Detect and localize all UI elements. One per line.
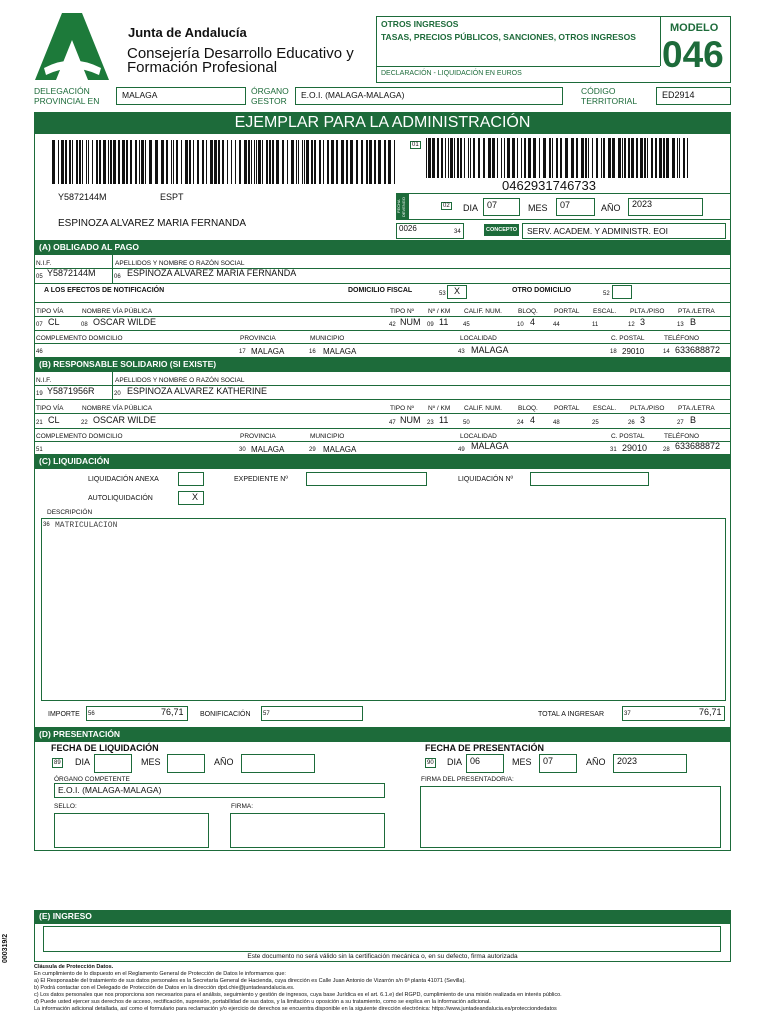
section-b-title: (B) RESPONSABLE SOLIDARIO (SI EXISTE) (34, 358, 731, 371)
field-number: 44 (553, 322, 560, 328)
sello-label: SELLO: (54, 803, 77, 810)
importe-value: 76,71 (161, 707, 184, 717)
field-number: 21 (36, 420, 43, 426)
organo-gestor-value: E.O.I. (MALAGA-MALAGA) (301, 90, 405, 100)
field-number: 56 (88, 711, 95, 717)
pres-dia-label: DIA (447, 757, 463, 767)
organo-competente-label: ÓRGANO COMPETENTE (54, 776, 130, 783)
plta-label: PLTA./PISO (630, 308, 665, 315)
field-number: 49 (458, 447, 465, 453)
obligado-bloq: 4 (530, 317, 536, 327)
obligado-num-km: 11 (439, 317, 449, 327)
field-number: 13 (677, 322, 684, 328)
liq-mes-label: MES (141, 757, 161, 767)
expediente-field[interactable] (306, 472, 427, 486)
tax-title-1: OTROS INGRESOS (381, 19, 459, 29)
code-0026: 0026 (399, 224, 417, 233)
section-c-title: (C) LIQUIDACIÓN (34, 455, 731, 468)
field-number: 10 (517, 322, 524, 328)
responsable-tipo-via: CL (48, 415, 60, 425)
fecha-presentacion-label: FECHA DE PRESENTACIÓN (425, 743, 545, 753)
pta-label: PTA./LETRA (678, 405, 715, 412)
field-number: 27 (677, 420, 684, 426)
municipio-label: MUNICIPIO (310, 433, 345, 440)
fecha-devengo-label: FECHA DEVENGO (396, 193, 409, 220)
obligado-tipo-via: CL (48, 317, 60, 327)
field-number: 30 (239, 447, 246, 453)
liq-mes-field[interactable] (167, 754, 205, 773)
clausula-line: En cumplimiento de lo dispuesto en el Reglamento General de Protección de Datos le informamos que: (34, 971, 286, 977)
field-number: 07 (36, 322, 43, 328)
total-ingresar-value: 76,71 (699, 707, 722, 717)
cpostal-label: C. POSTAL (611, 335, 645, 342)
devengo-mes: 07 (560, 200, 571, 210)
nombre-via-label: NOMBRE VÍA PÚBLICA (82, 405, 153, 412)
portal-label: PORTAL (554, 405, 580, 412)
field-number: 22 (81, 420, 88, 426)
liq-dia-field[interactable] (94, 754, 132, 773)
field-number: 53 (439, 291, 446, 297)
field-number: 46 (36, 349, 43, 355)
bonificacion-field[interactable] (261, 706, 363, 721)
pta-label: PTA./LETRA (678, 308, 715, 315)
notificacion-label: A LOS EFECTOS DE NOTIFICACIÓN (44, 287, 165, 294)
field-number: 90 (427, 760, 434, 766)
clausula-line: a) El Responsable del tratamiento de sus datos personales es la Secretaría General de Hacienda, cuya dirección es Calle Juan Antonio de Vizarrón s/n 6ª planta 41071 (Sevilla). (34, 978, 466, 984)
tipo-via-label: TIPO VÍA (36, 308, 64, 315)
pres-anio-label: AÑO (586, 757, 606, 767)
descripcion-label: DESCRIPCIÓN (47, 509, 93, 516)
firma-field[interactable] (230, 813, 385, 848)
obligado-plta: 3 (640, 317, 646, 327)
sello-field[interactable] (54, 813, 209, 848)
modelo-label: MODELO (670, 22, 719, 34)
responsable-provincia: MALAGA (251, 445, 285, 454)
tax-subtitle: DECLARACIÓN - LIQUIDACIÓN EN EUROS (381, 70, 522, 77)
pres-mes: 07 (543, 756, 554, 766)
field-number: 31 (610, 447, 617, 453)
field-number: 11 (592, 322, 599, 328)
field-number: 12 (628, 322, 635, 328)
otro-domicilio-label: OTRO DOMICILIO (512, 287, 572, 294)
field-number: 08 (81, 322, 88, 328)
field-number: 50 (463, 420, 470, 426)
field-number: 24 (517, 420, 524, 426)
field-number: 26 (628, 420, 635, 426)
barcode-name: ESPINOZA ALVAREZ MARIA FERNANDA (58, 218, 247, 229)
section-a-title: (A) OBLIGADO AL PAGO (34, 241, 731, 254)
descripcion-field[interactable] (41, 518, 726, 701)
clausula-line: b) Podrá contactar con el Delegado de Protección de Datos en la dirección dpd.chie@juntadeandalucia.es. (34, 985, 295, 991)
escal-label: ESCAL. (593, 405, 617, 412)
localidad-label: LOCALIDAD (460, 433, 497, 440)
provincia-label: PROVINCIA (240, 335, 276, 342)
delegacion-label: DELEGACIÓN PROVINCIAL EN (34, 86, 100, 106)
nif-label: N.I.F. (36, 260, 52, 267)
obligado-tipo-num: NUM (400, 317, 421, 327)
liquidacion-num-field[interactable] (530, 472, 649, 486)
responsable-plta: 3 (640, 415, 646, 425)
barcode-number: 0462931746733 (502, 178, 596, 193)
provincia-label: PROVINCIA (240, 433, 276, 440)
clausula-line: La información adicional detallada, así como el formulario para reclamación y/o ejercicio de derechos se encuentra disponible en la siguiente dirección electrónica: https://www.juntadeandalucia.es/protecciondedatos (34, 1006, 557, 1012)
field-number: 17 (239, 349, 246, 355)
telefono-label: TELÉFONO (664, 433, 700, 440)
fecha-liquidacion-label: FECHA DE LIQUIDACIÓN (51, 743, 159, 753)
pres-anio: 2023 (617, 756, 638, 766)
autoliquidacion-checkbox[interactable] (178, 491, 204, 505)
liquidacion-anexa-field[interactable] (178, 472, 204, 486)
bloq-label: BLOQ. (518, 308, 538, 315)
obligado-localidad: MALAGA (471, 345, 509, 355)
field-number: 06 (114, 274, 121, 280)
devengo-dia: 07 (487, 200, 498, 210)
field-number: 48 (553, 420, 560, 426)
apellidos-label: APELLIDOS Y NOMBRE O RAZÓN SOCIAL (115, 377, 245, 384)
field-number: 52 (603, 291, 610, 297)
escal-label: ESCAL. (593, 308, 617, 315)
field-number: 19 (36, 391, 43, 397)
concepto-value: SERV. ACADEM. Y ADMINISTR. EOI (527, 226, 668, 236)
liq-anio-field[interactable] (241, 754, 315, 773)
barcode-left (52, 140, 398, 184)
calif-label: CALIF. NUM. (464, 308, 502, 315)
field-number: 43 (458, 349, 465, 355)
junta-logo-icon (35, 13, 109, 80)
clausula-title: Cláusula de Protección Datos. (34, 964, 114, 970)
devengo-anio-label: AÑO (601, 203, 621, 213)
plta-label: PLTA./PISO (630, 405, 665, 412)
descripcion-value: MATRICULACION (55, 521, 118, 530)
delegacion-value: MALAGA (122, 90, 158, 100)
obligado-name: ESPINOZA ALVAREZ MARIA FERNANDA (127, 268, 297, 278)
devengo-mes-label: MES (528, 203, 548, 213)
responsable-telefono: 633688872 (675, 441, 721, 451)
barcode-right (426, 138, 691, 178)
firma-label: FIRMA: (231, 803, 254, 810)
num-km-label: Nº / KM (428, 405, 451, 412)
field-number: 42 (389, 322, 396, 328)
field-number: 02 (443, 203, 450, 209)
liquidacion-num-label: LIQUIDACIÓN Nº (458, 476, 514, 483)
field-number: 29 (309, 447, 316, 453)
org-name: Junta de Andalucía (128, 25, 247, 40)
pres-dia: 06 (470, 756, 481, 766)
side-code: 000319/2 (2, 933, 9, 963)
telefono-label: TELÉFONO (664, 335, 700, 342)
codigo-territorial-label: CÓDIGO TERRITORIAL (581, 86, 638, 106)
nif-label: N.I.F. (36, 377, 52, 384)
calif-label: CALIF. NUM. (464, 405, 502, 412)
barcode-espt: ESPT (160, 192, 184, 202)
field-number: 51 (36, 447, 43, 453)
expediente-label: EXPEDIENTE Nº (234, 476, 288, 483)
obligado-telefono: 633688872 (675, 345, 721, 355)
num-km-label: Nº / KM (428, 308, 451, 315)
field-number: 37 (624, 711, 631, 717)
tipo-via-label: TIPO VÍA (36, 405, 64, 412)
field-number: 28 (663, 447, 670, 453)
apellidos-label: APELLIDOS Y NOMBRE O RAZÓN SOCIAL (115, 260, 245, 267)
clausula-line: d) Puede usted ejercer sus derechos de acceso, rectificación, supresión, portabilidad de sus datos, y la limitación u oposición a su tratamiento, como se explica en la información adicional. (34, 999, 491, 1005)
field-number: 25 (592, 420, 599, 426)
responsable-cpostal: 29010 (622, 443, 648, 453)
municipio-label: MUNICIPIO (310, 335, 345, 342)
field-number: 47 (389, 420, 396, 426)
liq-anio-label: AÑO (214, 757, 234, 767)
obligado-pta: B (690, 317, 697, 327)
autoliquidacion-mark: X (192, 492, 199, 502)
domicilio-fiscal-label: DOMICILIO FISCAL (348, 287, 413, 294)
responsable-pta: B (690, 415, 697, 425)
tipo-num-label: TIPO Nº (390, 308, 415, 315)
field-number: 36 (43, 522, 50, 528)
devengo-dia-label: DIA (463, 203, 479, 213)
responsable-municipio: MALAGA (323, 445, 357, 454)
ingreso-field[interactable] (43, 926, 721, 952)
importe-label: IMPORTE (48, 711, 80, 718)
responsable-localidad: MALAGA (471, 441, 509, 451)
field-number: 34 (454, 229, 461, 235)
organo-competente-value: E.O.I. (MALAGA-MALAGA) (58, 785, 162, 795)
tax-title-2: TASAS, PRECIOS PÚBLICOS, SANCIONES, OTROS INGRESOS (381, 32, 636, 42)
clausula-line: c) Los datos personales que nos proporciona son necesarios para el análisis, seguimiento y gestión de ingresos, cuya base Jurídica es el art. 6.1.e) del RGPD, cumplimiento de una misión realizada en interés público. (34, 992, 562, 998)
codigo-territorial-value: ED2914 (662, 90, 695, 100)
field-number: 23 (427, 420, 434, 426)
field-number: 16 (309, 349, 316, 355)
organo-gestor-label: ÓRGANO GESTOR (251, 86, 289, 106)
obligado-municipio: MALAGA (323, 347, 357, 356)
field-number: 01 (412, 142, 419, 148)
responsable-nombre-via: OSCAR WILDE (93, 415, 157, 425)
field-number: 18 (610, 349, 617, 355)
responsable-tipo-num: NUM (400, 415, 421, 425)
domicilio-fiscal-mark: X (454, 286, 461, 296)
section-e-title: (E) INGRESO (34, 910, 731, 923)
pres-mes-label: MES (512, 757, 532, 767)
complemento-label: COMPLEMENTO DOMICILIO (36, 335, 123, 342)
liq-dia-label: DIA (75, 757, 91, 767)
responsable-num-km: 11 (439, 415, 449, 425)
bloq-label: BLOQ. (518, 405, 538, 412)
field-number: 57 (263, 711, 270, 717)
bonificacion-label: BONIFICACIÓN (200, 711, 251, 718)
field-number: 45 (463, 322, 470, 328)
validity-note: Este documento no será válido sin la certificación mecánica o, en su defecto, firma autorizada (247, 953, 518, 960)
org-formacion: Formación Profesional (127, 59, 278, 76)
tipo-num-label: TIPO Nº (390, 405, 415, 412)
field-number: 05 (36, 274, 43, 280)
otro-domicilio-checkbox[interactable] (612, 285, 632, 299)
field-number: 14 (663, 349, 670, 355)
field-number: 20 (114, 391, 121, 397)
responsable-name: ESPINOZA ALVAREZ KATHERINE (127, 386, 268, 396)
obligado-cpostal: 29010 (622, 347, 645, 356)
complemento-label: COMPLEMENTO DOMICILIO (36, 433, 123, 440)
responsable-bloq: 4 (530, 415, 536, 425)
total-ingresar-label: TOTAL A INGRESAR (538, 711, 605, 718)
obligado-nif: Y5872144M (47, 268, 96, 278)
autoliquidacion-label: AUTOLIQUIDACIÓN (88, 495, 153, 502)
obligado-provincia: MALAGA (251, 347, 285, 356)
localidad-label: LOCALIDAD (460, 335, 497, 342)
portal-label: PORTAL (554, 308, 580, 315)
field-number: 09 (427, 322, 434, 328)
copy-banner: EJEMPLAR PARA LA ADMINISTRACIÓN (34, 112, 731, 133)
devengo-anio: 2023 (632, 199, 653, 209)
modelo-number: 046 (662, 34, 724, 75)
barcode-nif: Y5872144M (58, 192, 107, 202)
concepto-label: CONCEPTO (484, 224, 519, 236)
cpostal-label: C. POSTAL (611, 433, 645, 440)
field-number: 89 (54, 760, 61, 766)
section-d-title: (D) PRESENTACIÓN (34, 728, 731, 741)
obligado-nombre-via: OSCAR WILDE (93, 317, 157, 327)
firma-presentador-field[interactable] (420, 786, 721, 848)
liquidacion-anexa-label: LIQUIDACIÓN ANEXA (88, 476, 159, 483)
nombre-via-label: NOMBRE VÍA PÚBLICA (82, 308, 153, 315)
org-consejeria: Consejería Desarrollo Educativo y (127, 45, 354, 62)
firma-presentador-label: FIRMA DEL PRESENTADOR/A: (421, 776, 514, 783)
responsable-nif: Y5871956R (47, 386, 95, 396)
